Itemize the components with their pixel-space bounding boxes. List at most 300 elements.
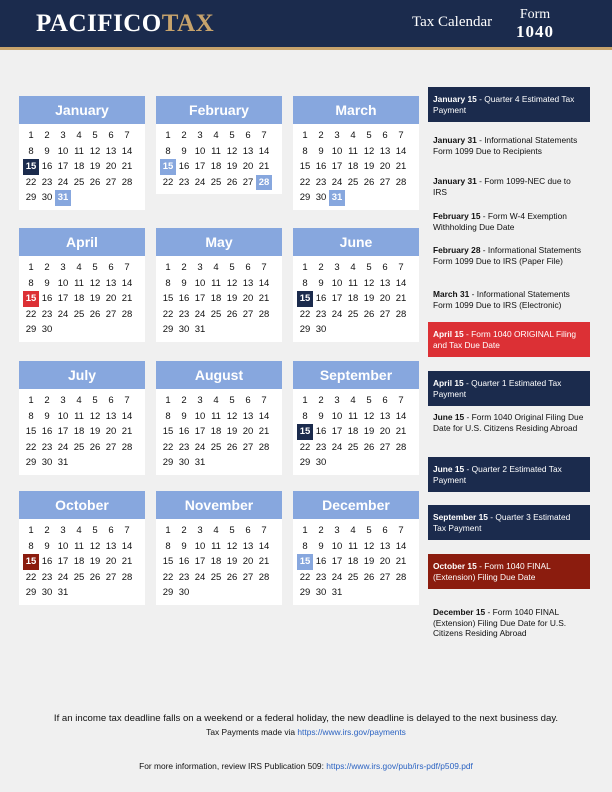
day-cell: 1 bbox=[165, 395, 171, 406]
day-cell: 3 bbox=[197, 525, 203, 536]
day-cell: 1 bbox=[28, 525, 34, 536]
day-cell: 28 bbox=[121, 571, 133, 583]
deadline-item bbox=[428, 211, 590, 232]
day-cell: 11 bbox=[211, 277, 221, 289]
day-cell: 21 bbox=[121, 556, 133, 567]
day-cell: 26 bbox=[363, 441, 375, 453]
month-name: May bbox=[156, 228, 282, 256]
month-november bbox=[156, 491, 282, 605]
day-cell: 3 bbox=[334, 525, 340, 536]
deadline-day-cell: 15 bbox=[297, 424, 313, 440]
day-cell: 6 bbox=[245, 525, 251, 536]
day-cell: 30 bbox=[178, 457, 190, 468]
deadline-item bbox=[428, 371, 590, 406]
day-cell: 26 bbox=[89, 176, 101, 188]
day-cell: 30 bbox=[178, 324, 190, 335]
day-cell: 19 bbox=[363, 556, 375, 567]
deadline-date: September 15 bbox=[433, 512, 488, 522]
month-name: August bbox=[156, 361, 282, 389]
day-cell: 29 bbox=[299, 192, 311, 203]
day-cell: 11 bbox=[74, 410, 84, 422]
day-cell: 5 bbox=[229, 525, 235, 536]
day-cell: 2 bbox=[181, 262, 187, 273]
empty-cell bbox=[224, 455, 240, 471]
day-cell: 28 bbox=[395, 308, 407, 320]
day-grid bbox=[23, 393, 145, 471]
day-cell: 14 bbox=[121, 145, 133, 157]
day-cell: 12 bbox=[89, 145, 101, 157]
day-cell: 23 bbox=[41, 441, 53, 453]
day-cell: 12 bbox=[89, 410, 101, 422]
day-cell: 8 bbox=[165, 410, 171, 422]
empty-cell bbox=[393, 455, 409, 471]
day-cell: 12 bbox=[89, 540, 101, 552]
day-cell: 10 bbox=[331, 277, 343, 289]
deadline-day-cell: 15 bbox=[160, 159, 176, 175]
day-cell: 18 bbox=[210, 426, 222, 437]
deadline-description: - Informational Statements Form 1099 Due to IRS (Paper File) bbox=[433, 245, 582, 266]
day-cell: 1 bbox=[28, 395, 34, 406]
day-cell: 16 bbox=[315, 293, 327, 304]
day-cell: 9 bbox=[318, 540, 324, 552]
deadline-description: - Informational Statements Form 1099 Due to IRS (Electronic) bbox=[433, 289, 570, 310]
empty-cell bbox=[208, 585, 224, 601]
day-cell: 3 bbox=[60, 262, 66, 273]
deadline-day-cell: 15 bbox=[297, 291, 313, 307]
day-cell: 2 bbox=[44, 525, 50, 536]
empty-cell bbox=[393, 190, 409, 206]
day-cell: 21 bbox=[258, 556, 270, 567]
empty-cell bbox=[256, 585, 272, 601]
day-cell: 16 bbox=[41, 426, 53, 437]
day-cell: 5 bbox=[92, 130, 98, 141]
day-cell: 23 bbox=[178, 571, 190, 583]
day-cell: 26 bbox=[363, 571, 375, 583]
empty-cell bbox=[256, 455, 272, 471]
day-cell: 27 bbox=[242, 176, 254, 188]
day-cell: 20 bbox=[105, 161, 117, 172]
empty-cell bbox=[103, 190, 119, 206]
day-cell: 18 bbox=[347, 293, 359, 304]
empty-cell bbox=[361, 585, 377, 601]
deadline-item bbox=[428, 322, 590, 357]
publication-link[interactable]: https://www.irs.gov/pub/irs-pdf/p509.pdf bbox=[326, 761, 473, 771]
empty-cell bbox=[329, 455, 345, 471]
day-cell: 11 bbox=[74, 540, 84, 552]
day-cell: 15 bbox=[162, 293, 174, 304]
day-cell: 14 bbox=[395, 145, 407, 157]
day-cell: 25 bbox=[210, 441, 222, 453]
day-cell: 24 bbox=[194, 571, 206, 583]
day-cell: 27 bbox=[379, 571, 391, 583]
day-cell: 1 bbox=[302, 525, 308, 536]
day-grid bbox=[160, 523, 282, 601]
day-cell: 7 bbox=[261, 525, 267, 536]
day-cell: 9 bbox=[318, 145, 324, 157]
empty-cell bbox=[192, 585, 208, 601]
day-cell: 5 bbox=[366, 130, 372, 141]
day-cell: 13 bbox=[379, 277, 391, 289]
day-cell: 7 bbox=[261, 262, 267, 273]
day-cell: 3 bbox=[60, 525, 66, 536]
deadline-date: April 15 bbox=[433, 329, 464, 339]
logo-text-main: PACIFICO bbox=[36, 10, 162, 37]
day-cell: 29 bbox=[162, 587, 174, 598]
day-cell: 17 bbox=[194, 161, 206, 172]
day-cell: 4 bbox=[76, 262, 82, 273]
empty-cell bbox=[119, 585, 135, 601]
day-cell: 5 bbox=[229, 395, 235, 406]
page-header bbox=[0, 0, 612, 50]
day-cell: 7 bbox=[398, 525, 404, 536]
deadline-item bbox=[428, 87, 590, 122]
pacifico-tax-logo bbox=[36, 10, 214, 38]
empty-cell bbox=[256, 322, 272, 338]
day-cell: 29 bbox=[299, 324, 311, 335]
day-cell: 24 bbox=[57, 571, 69, 583]
day-cell: 15 bbox=[162, 426, 174, 437]
day-cell: 11 bbox=[74, 145, 84, 157]
day-cell: 17 bbox=[331, 426, 343, 437]
empty-cell bbox=[224, 322, 240, 338]
day-cell: 18 bbox=[347, 426, 359, 437]
deadline-description: - Quarter 3 Estimated Tax Payment bbox=[433, 512, 571, 533]
day-cell: 22 bbox=[299, 308, 311, 320]
empty-cell bbox=[71, 190, 87, 206]
day-cell: 13 bbox=[105, 410, 117, 422]
day-cell: 7 bbox=[261, 130, 267, 141]
payments-prefix: Tax Payments made via bbox=[206, 727, 298, 737]
day-cell: 28 bbox=[121, 308, 133, 320]
day-cell: 13 bbox=[242, 145, 254, 157]
logo-text-accent: TAX bbox=[161, 10, 215, 37]
day-cell: 29 bbox=[162, 324, 174, 335]
day-cell: 4 bbox=[350, 525, 356, 536]
empty-cell bbox=[377, 322, 393, 338]
day-cell: 27 bbox=[105, 308, 117, 320]
month-september bbox=[293, 361, 419, 475]
day-cell: 12 bbox=[363, 540, 375, 552]
day-cell: 24 bbox=[57, 176, 69, 188]
day-cell: 5 bbox=[366, 395, 372, 406]
day-cell: 8 bbox=[302, 540, 308, 552]
month-october bbox=[19, 491, 145, 605]
deadline-description: - Form W-4 Exemption Withholding Due Date bbox=[433, 211, 567, 232]
empty-cell bbox=[345, 455, 361, 471]
day-cell: 5 bbox=[366, 262, 372, 273]
payments-link[interactable]: https://www.irs.gov/payments bbox=[297, 727, 406, 737]
deadline-description: - Informational Statements Form 1099 Due to Recipients bbox=[433, 135, 578, 156]
day-cell: 2 bbox=[318, 130, 324, 141]
day-cell: 4 bbox=[213, 525, 219, 536]
empty-cell bbox=[71, 322, 87, 338]
month-august bbox=[156, 361, 282, 475]
empty-cell bbox=[208, 322, 224, 338]
publication-note bbox=[0, 761, 612, 771]
day-cell: 18 bbox=[210, 556, 222, 567]
day-cell: 26 bbox=[226, 176, 238, 188]
day-cell: 13 bbox=[242, 540, 254, 552]
day-cell: 25 bbox=[210, 176, 222, 188]
deadline-date: February 28 bbox=[433, 245, 481, 255]
day-cell: 6 bbox=[382, 395, 388, 406]
empty-cell bbox=[103, 585, 119, 601]
day-cell: 13 bbox=[105, 145, 117, 157]
deadline-day-cell: 15 bbox=[23, 159, 39, 175]
day-cell: 12 bbox=[363, 145, 375, 157]
deadline-item bbox=[428, 245, 590, 266]
day-cell: 26 bbox=[226, 308, 238, 320]
deadline-date: October 15 bbox=[433, 561, 477, 571]
month-name: October bbox=[19, 491, 145, 519]
day-cell: 17 bbox=[331, 556, 343, 567]
day-cell: 29 bbox=[25, 457, 37, 468]
day-cell: 25 bbox=[347, 176, 359, 188]
deadline-description: - Form 1040 ORIGINAL Filing and Tax Due Date bbox=[433, 329, 577, 350]
day-cell: 22 bbox=[162, 571, 174, 583]
day-cell: 16 bbox=[178, 556, 190, 567]
empty-cell bbox=[377, 585, 393, 601]
day-cell: 1 bbox=[302, 395, 308, 406]
day-cell: 9 bbox=[318, 410, 324, 422]
day-cell: 11 bbox=[211, 540, 221, 552]
day-cell: 18 bbox=[73, 293, 85, 304]
deadline-item bbox=[428, 457, 590, 492]
day-cell: 12 bbox=[226, 410, 238, 422]
day-cell: 8 bbox=[302, 277, 308, 289]
day-cell: 11 bbox=[211, 145, 221, 157]
day-cell: 1 bbox=[165, 130, 171, 141]
day-cell: 20 bbox=[379, 426, 391, 437]
day-cell: 19 bbox=[363, 161, 375, 172]
day-cell: 6 bbox=[382, 130, 388, 141]
day-cell: 29 bbox=[25, 192, 37, 203]
month-may bbox=[156, 228, 282, 342]
day-cell: 23 bbox=[315, 308, 327, 320]
day-cell: 29 bbox=[25, 324, 37, 335]
day-cell: 25 bbox=[347, 308, 359, 320]
day-cell: 21 bbox=[121, 293, 133, 304]
deadline-item bbox=[428, 607, 590, 639]
empty-cell bbox=[87, 585, 103, 601]
day-cell: 26 bbox=[363, 176, 375, 188]
day-cell: 4 bbox=[350, 130, 356, 141]
empty-cell bbox=[345, 190, 361, 206]
day-cell: 24 bbox=[194, 176, 206, 188]
empty-cell bbox=[240, 322, 256, 338]
day-cell: 19 bbox=[89, 426, 101, 437]
day-cell: 9 bbox=[181, 145, 187, 157]
day-cell: 26 bbox=[89, 571, 101, 583]
deadline-item bbox=[428, 554, 590, 589]
day-cell: 4 bbox=[213, 130, 219, 141]
day-cell: 24 bbox=[57, 441, 69, 453]
day-cell: 27 bbox=[242, 441, 254, 453]
deadline-date: December 15 bbox=[433, 607, 486, 617]
day-cell: 9 bbox=[318, 277, 324, 289]
deadline-date: March 31 bbox=[433, 289, 470, 299]
empty-cell bbox=[240, 455, 256, 471]
day-grid bbox=[297, 128, 419, 206]
day-cell: 25 bbox=[347, 571, 359, 583]
day-cell: 10 bbox=[331, 410, 343, 422]
day-cell: 24 bbox=[194, 441, 206, 453]
day-cell: 11 bbox=[74, 277, 84, 289]
day-cell: 30 bbox=[41, 587, 53, 598]
day-cell: 7 bbox=[124, 395, 130, 406]
day-cell: 30 bbox=[315, 587, 327, 598]
deadline-description: - Quarter 2 Estimated Tax Payment bbox=[433, 464, 562, 485]
day-cell: 20 bbox=[242, 426, 254, 437]
day-cell: 18 bbox=[73, 161, 85, 172]
day-cell: 13 bbox=[379, 540, 391, 552]
empty-cell bbox=[377, 455, 393, 471]
deadline-day-cell: 15 bbox=[23, 554, 39, 570]
empty-cell bbox=[87, 455, 103, 471]
day-cell: 24 bbox=[194, 308, 206, 320]
day-cell: 11 bbox=[348, 145, 358, 157]
day-cell: 20 bbox=[105, 556, 117, 567]
day-cell: 17 bbox=[194, 556, 206, 567]
day-cell: 6 bbox=[108, 525, 114, 536]
day-cell: 20 bbox=[379, 293, 391, 304]
day-cell: 6 bbox=[245, 395, 251, 406]
day-cell: 8 bbox=[165, 540, 171, 552]
day-cell: 9 bbox=[44, 410, 50, 422]
day-cell: 28 bbox=[258, 308, 270, 320]
day-cell: 9 bbox=[44, 277, 50, 289]
day-cell: 4 bbox=[76, 525, 82, 536]
day-cell: 4 bbox=[76, 395, 82, 406]
day-cell: 13 bbox=[105, 540, 117, 552]
empty-cell bbox=[87, 322, 103, 338]
deadline-date: June 15 bbox=[433, 412, 465, 422]
day-cell: 4 bbox=[76, 130, 82, 141]
deadline-description: - Form 1040 FINAL (Extension) Filing Due Date for U.S. Citizens Residing Abroad bbox=[433, 607, 567, 638]
day-cell: 10 bbox=[194, 277, 206, 289]
day-cell: 10 bbox=[331, 145, 343, 157]
day-cell: 5 bbox=[92, 395, 98, 406]
deadline-day-cell: 31 bbox=[55, 190, 71, 206]
day-cell: 5 bbox=[92, 525, 98, 536]
empty-cell bbox=[240, 585, 256, 601]
day-cell: 22 bbox=[299, 571, 311, 583]
day-cell: 21 bbox=[121, 426, 133, 437]
day-cell: 11 bbox=[348, 410, 358, 422]
day-cell: 25 bbox=[73, 441, 85, 453]
day-cell: 21 bbox=[395, 161, 407, 172]
day-cell: 10 bbox=[331, 540, 343, 552]
day-cell: 19 bbox=[226, 426, 238, 437]
day-cell: 1 bbox=[302, 130, 308, 141]
empty-cell bbox=[119, 455, 135, 471]
month-name: September bbox=[293, 361, 419, 389]
day-cell: 20 bbox=[379, 161, 391, 172]
month-name: January bbox=[19, 96, 145, 124]
day-cell: 16 bbox=[41, 556, 53, 567]
day-cell: 3 bbox=[334, 395, 340, 406]
day-cell: 13 bbox=[379, 410, 391, 422]
day-cell: 16 bbox=[41, 161, 53, 172]
day-cell: 19 bbox=[363, 293, 375, 304]
day-cell: 22 bbox=[25, 441, 37, 453]
deadline-date: January 31 bbox=[433, 176, 477, 186]
day-cell: 3 bbox=[60, 395, 66, 406]
day-cell: 18 bbox=[73, 426, 85, 437]
day-cell: 28 bbox=[395, 441, 407, 453]
form-word: Form bbox=[519, 7, 551, 22]
day-cell: 7 bbox=[124, 262, 130, 273]
day-cell: 13 bbox=[379, 145, 391, 157]
day-grid bbox=[160, 128, 282, 190]
deadline-description: - Form 1040 Original Filing Due Date for U.S. Citizens Residing Abroad bbox=[433, 412, 584, 433]
day-cell: 17 bbox=[194, 426, 206, 437]
day-cell: 12 bbox=[226, 145, 238, 157]
day-cell: 29 bbox=[162, 457, 174, 468]
day-cell: 2 bbox=[318, 395, 324, 406]
empty-cell bbox=[71, 455, 87, 471]
day-cell: 19 bbox=[226, 556, 238, 567]
day-cell: 23 bbox=[41, 571, 53, 583]
day-cell: 23 bbox=[315, 441, 327, 453]
day-cell: 28 bbox=[258, 441, 270, 453]
day-cell: 21 bbox=[121, 161, 133, 172]
day-cell: 11 bbox=[211, 410, 221, 422]
day-grid bbox=[160, 393, 282, 471]
day-cell: 7 bbox=[261, 395, 267, 406]
day-cell: 4 bbox=[350, 262, 356, 273]
day-cell: 7 bbox=[398, 262, 404, 273]
day-cell: 20 bbox=[105, 426, 117, 437]
day-cell: 29 bbox=[299, 587, 311, 598]
deadline-date: January 31 bbox=[433, 135, 477, 145]
day-cell: 25 bbox=[73, 308, 85, 320]
deadline-date: February 15 bbox=[433, 211, 481, 221]
day-cell: 2 bbox=[318, 262, 324, 273]
day-cell: 31 bbox=[57, 457, 69, 468]
deadline-item bbox=[428, 289, 590, 310]
day-grid bbox=[160, 260, 282, 338]
day-cell: 26 bbox=[89, 308, 101, 320]
day-cell: 14 bbox=[395, 410, 407, 422]
month-january bbox=[19, 96, 145, 210]
day-cell: 4 bbox=[350, 395, 356, 406]
day-cell: 4 bbox=[213, 395, 219, 406]
month-name: April bbox=[19, 228, 145, 256]
day-cell: 28 bbox=[121, 176, 133, 188]
month-december bbox=[293, 491, 419, 605]
day-cell: 13 bbox=[242, 277, 254, 289]
day-cell: 10 bbox=[57, 277, 69, 289]
day-cell: 29 bbox=[299, 457, 311, 468]
empty-cell bbox=[119, 190, 135, 206]
day-cell: 20 bbox=[242, 556, 254, 567]
day-cell: 5 bbox=[229, 130, 235, 141]
day-cell: 17 bbox=[57, 293, 69, 304]
month-name: December bbox=[293, 491, 419, 519]
empty-cell bbox=[361, 190, 377, 206]
day-cell: 2 bbox=[181, 130, 187, 141]
day-cell: 22 bbox=[162, 441, 174, 453]
deadline-day-cell: 31 bbox=[329, 190, 345, 206]
day-cell: 16 bbox=[178, 293, 190, 304]
day-cell: 21 bbox=[395, 426, 407, 437]
day-cell: 1 bbox=[165, 262, 171, 273]
day-cell: 25 bbox=[73, 571, 85, 583]
deadline-day-cell: 28 bbox=[256, 175, 272, 191]
day-cell: 6 bbox=[108, 262, 114, 273]
deadline-description: - Quarter 4 Estimated Tax Payment bbox=[433, 94, 575, 115]
